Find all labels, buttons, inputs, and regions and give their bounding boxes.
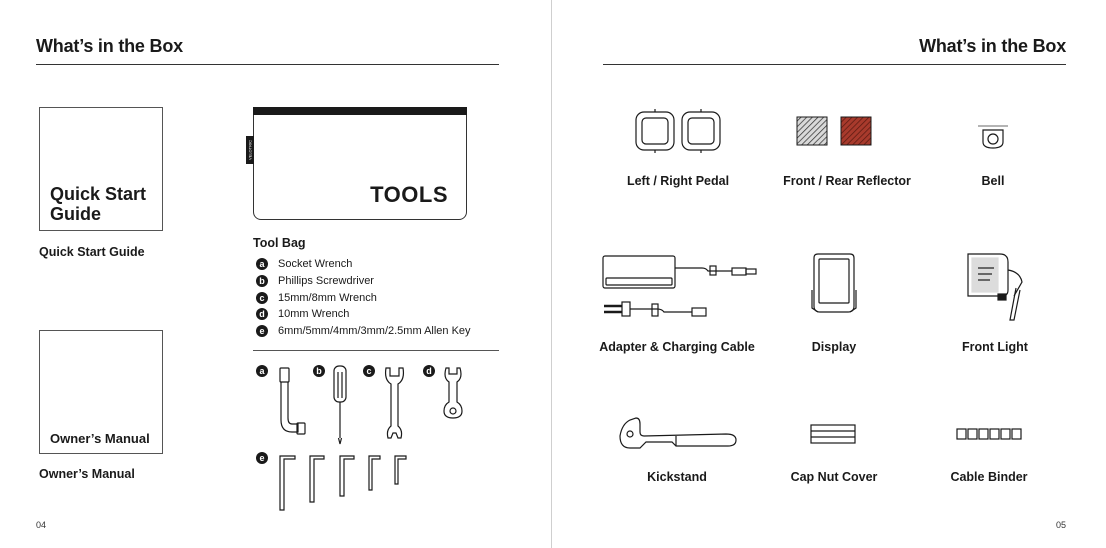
left-title-rule (36, 64, 499, 65)
list-item (256, 306, 349, 322)
allen-keys-icon (280, 456, 406, 510)
tool-list (256, 256, 516, 346)
badge-b: b (256, 275, 268, 287)
tool-badge-d: d (423, 365, 435, 377)
tool-bag-zipper (253, 107, 467, 115)
list-item (256, 273, 374, 289)
right-page-number: 05 (1055, 520, 1066, 530)
list-item (256, 256, 352, 272)
display-icon (810, 250, 858, 316)
tool-label: 15mm/8mm Wrench (278, 292, 377, 304)
cap-nut-cover-caption: Cap Nut Cover (790, 470, 878, 484)
cap-nut-cover-icon (810, 424, 856, 446)
badge-d: d (256, 308, 268, 320)
bell-icon (978, 122, 1008, 150)
tool-badge-a: a (256, 365, 268, 377)
kickstand-caption: Kickstand (647, 470, 707, 484)
pedal-caption: Left / Right Pedal (626, 174, 730, 188)
owners-manual-booklet (39, 330, 163, 454)
cable-binder-caption: Cable Binder (950, 470, 1028, 484)
list-item (256, 290, 377, 306)
charger-icon (602, 254, 762, 320)
quick-start-guide-booklet (39, 107, 163, 231)
charger-caption: Adapter & Charging Cable (599, 340, 755, 354)
quick-start-cover-line2: Guide (50, 204, 102, 224)
owners-manual-cover-text: Owner’s Manual (50, 431, 150, 446)
front-light-caption: Front Light (962, 340, 1028, 354)
tool-badge-c: c (363, 365, 375, 377)
page-gutter (551, 0, 552, 548)
left-page-number: 04 (36, 520, 47, 530)
tool-bag-brand-tag: VELOTRIC (246, 136, 254, 164)
kickstand-icon (616, 414, 740, 454)
badge-e: e (256, 325, 268, 337)
screwdriver-icon (334, 366, 346, 444)
tool-label: 10mm Wrench (278, 308, 350, 320)
tool-badge-e: e (256, 452, 268, 464)
socket-wrench-icon (280, 368, 305, 434)
owners-manual-caption: Owner’s Manual (39, 467, 135, 481)
tool-bag-label: TOOLS (370, 182, 448, 207)
tool-label: Phillips Screwdriver (278, 275, 374, 287)
tools-illustration (270, 360, 500, 520)
combination-wrench-icon (386, 368, 404, 438)
badge-a: a (256, 258, 268, 270)
tool-bag-illustration (247, 107, 467, 220)
front-light-icon (964, 250, 1030, 324)
reflector-icon (796, 116, 876, 146)
bell-caption: Bell (981, 174, 1005, 188)
display-caption: Display (811, 340, 857, 354)
pedal-icon (632, 108, 724, 154)
list-item (256, 323, 471, 339)
reflector-caption: Front / Rear Reflector (783, 174, 911, 188)
tool-label: Socket Wrench (278, 258, 353, 270)
tool-label: 6mm/5mm/4mm/3mm/2.5mm Allen Key (278, 325, 471, 337)
tool-badge-b: b (313, 365, 325, 377)
tool-list-rule (253, 350, 499, 351)
left-page-title: What’s in the Box (36, 36, 183, 56)
tool-bag-caption: Tool Bag (253, 236, 306, 250)
right-title-rule (603, 64, 1066, 65)
cable-binder-icon (956, 428, 1024, 442)
badge-c: c (256, 292, 268, 304)
open-wrench-icon (444, 368, 462, 418)
right-page-title: What’s in the Box (919, 36, 1066, 56)
quick-start-cover-line1: Quick Start (50, 184, 147, 204)
quick-start-caption: Quick Start Guide (39, 245, 145, 259)
